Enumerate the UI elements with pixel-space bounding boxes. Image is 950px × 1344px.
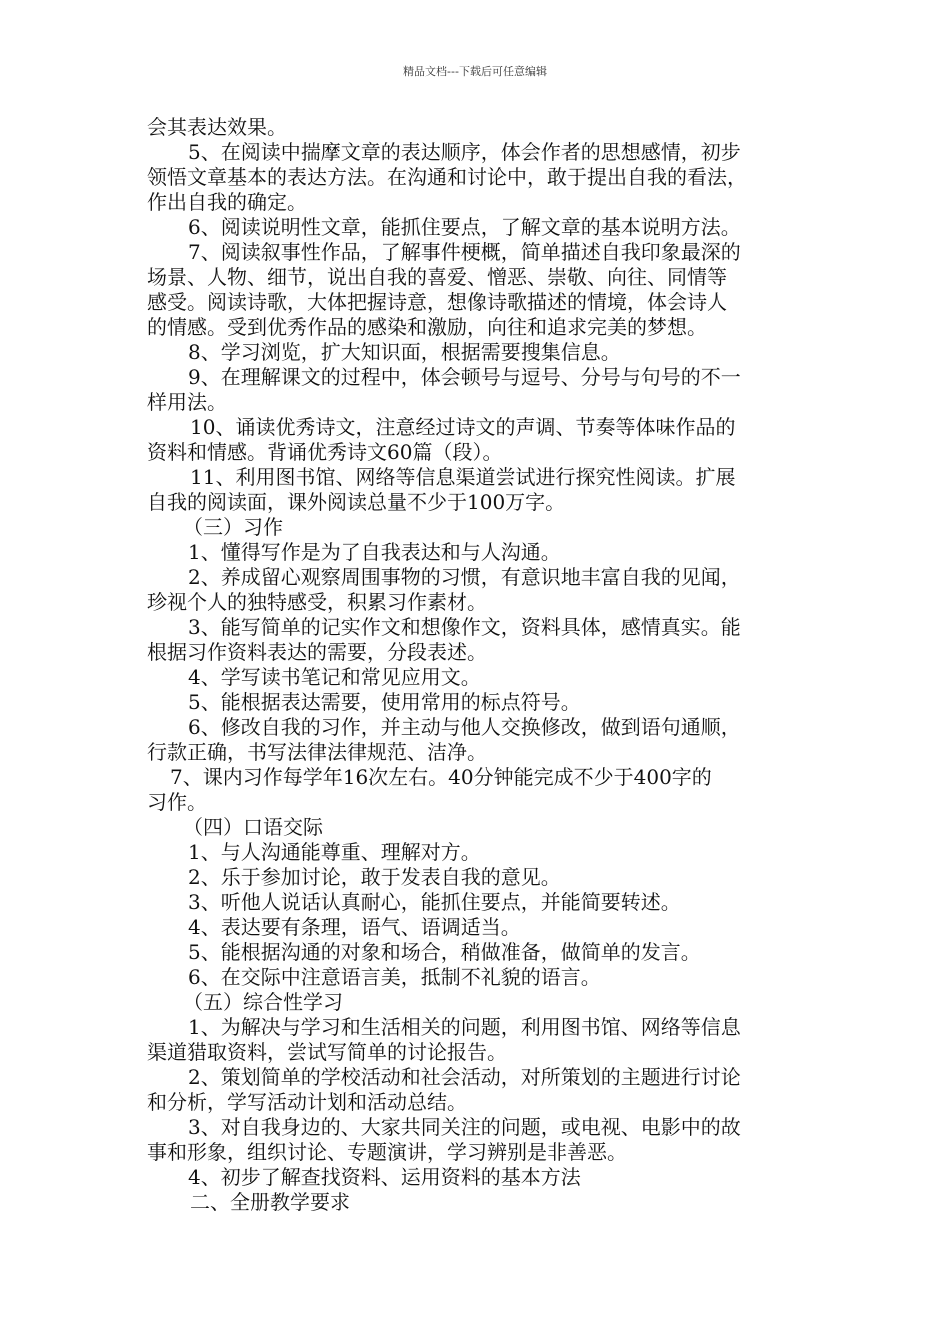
text-line: （四）口语交际 — [183, 815, 323, 839]
text-line: 作出自我的确定。 — [147, 190, 307, 214]
text-line: 珍视个人的独特感受，积累习作素材。 — [147, 590, 487, 614]
text-line: （五）综合性学习 — [183, 990, 343, 1014]
text-line: 1、懂得写作是为了自我表达和与人沟通。 — [188, 540, 561, 564]
document-body — [147, 115, 815, 1215]
text-line: 自我的阅读面，课外阅读总量不少于100万字。 — [147, 490, 566, 514]
text-line: 5、能根据沟通的对象和场合，稍做准备，做简单的发言。 — [188, 940, 701, 964]
text-line: 和分析，学写活动计划和活动总结。 — [147, 1090, 467, 1114]
text-line: 渠道猎取资料，尝试写简单的讨论报告。 — [147, 1040, 507, 1064]
text-line: 2、乐于参加讨论，敢于发表自我的意见。 — [188, 865, 561, 889]
text-line: 感受。阅读诗歌，大体把握诗意，想像诗歌描述的情境，体会诗人 — [147, 290, 727, 314]
text-line: 6、修改自我的习作，并主动与他人交换修改，做到语句通顺， — [188, 715, 741, 739]
text-line: 行款正确，书写法律法律规范、洁净。 — [147, 740, 487, 764]
text-line: 习作。 — [147, 790, 207, 814]
text-line: 8、学习浏览，扩大知识面，根据需要搜集信息。 — [188, 340, 621, 364]
text-line: 4、学写读书笔记和常见应用文。 — [188, 665, 481, 689]
text-line: 3、对自我身边的、大家共同关注的问题，或电视、电影中的故 — [188, 1115, 741, 1139]
text-line: 4、初步了解查找资料、运用资料的基本方法 — [188, 1165, 581, 1189]
text-line: 会其表达效果。 — [147, 115, 287, 139]
text-line: 3、听他人说话认真耐心，能抓住要点，并能简要转述。 — [188, 890, 681, 914]
text-line: 7、课内习作每学年16次左右。40分钟能完成不少于400字的 — [170, 765, 712, 789]
text-line: 9、在理解课文的过程中，体会顿号与逗号、分号与句号的不一 — [188, 365, 741, 389]
text-line: 5、能根据表达需要，使用常用的标点符号。 — [188, 690, 581, 714]
text-line: 事和形象，组织讨论、专题演讲，学习辨别是非善恶。 — [147, 1140, 627, 1164]
text-line: 的情感。受到优秀作品的感染和激励，向往和追求完美的梦想。 — [147, 315, 707, 339]
text-line: 样用法。 — [147, 390, 227, 414]
text-line: 4、表达要有条理，语气、语调适当。 — [188, 915, 521, 939]
text-line: 6、阅读说明性文章，能抓住要点，了解文章的基本说明方法。 — [188, 215, 741, 239]
text-line: 2、养成留心观察周围事物的习惯，有意识地丰富自我的见闻， — [188, 565, 741, 589]
text-line: 6、在交际中注意语言美，抵制不礼貌的语言。 — [188, 965, 601, 989]
text-line: 场景、人物、细节，说出自我的喜爱、憎恶、崇敬、向往、同情等 — [147, 265, 727, 289]
text-line: 1、与人沟通能尊重、理解对方。 — [188, 840, 481, 864]
text-line: 二、全册教学要求 — [190, 1190, 350, 1214]
page-header: 精品文档---下载后可任意编辑 — [403, 65, 547, 78]
text-line: 1、为解决与学习和生活相关的问题，利用图书馆、网络等信息 — [188, 1015, 741, 1039]
text-line: 资料和情感。背诵优秀诗文60篇（段）。 — [147, 440, 503, 464]
text-line: 11、利用图书馆、网络等信息渠道尝试进行探究性阅读。扩展 — [190, 465, 736, 489]
text-line: 3、能写简单的记实作文和想像作文，资料具体，感情真实。能 — [188, 615, 741, 639]
text-line: （三）习作 — [183, 515, 283, 539]
text-line: 7、阅读叙事性作品，了解事件梗概，简单描述自我印象最深的 — [188, 240, 741, 264]
text-line: 5、在阅读中揣摩文章的表达顺序，体会作者的思想感情，初步 — [188, 140, 741, 164]
text-line: 根据习作资料表达的需要，分段表述。 — [147, 640, 487, 664]
text-line: 2、策划简单的学校活动和社会活动，对所策划的主题进行讨论 — [188, 1065, 741, 1089]
text-line: 领悟文章基本的表达方法。在沟通和讨论中，敢于提出自我的看法， — [147, 165, 747, 189]
text-line: 10、诵读优秀诗文，注意经过诗文的声调、节奏等体味作品的 — [190, 415, 736, 439]
